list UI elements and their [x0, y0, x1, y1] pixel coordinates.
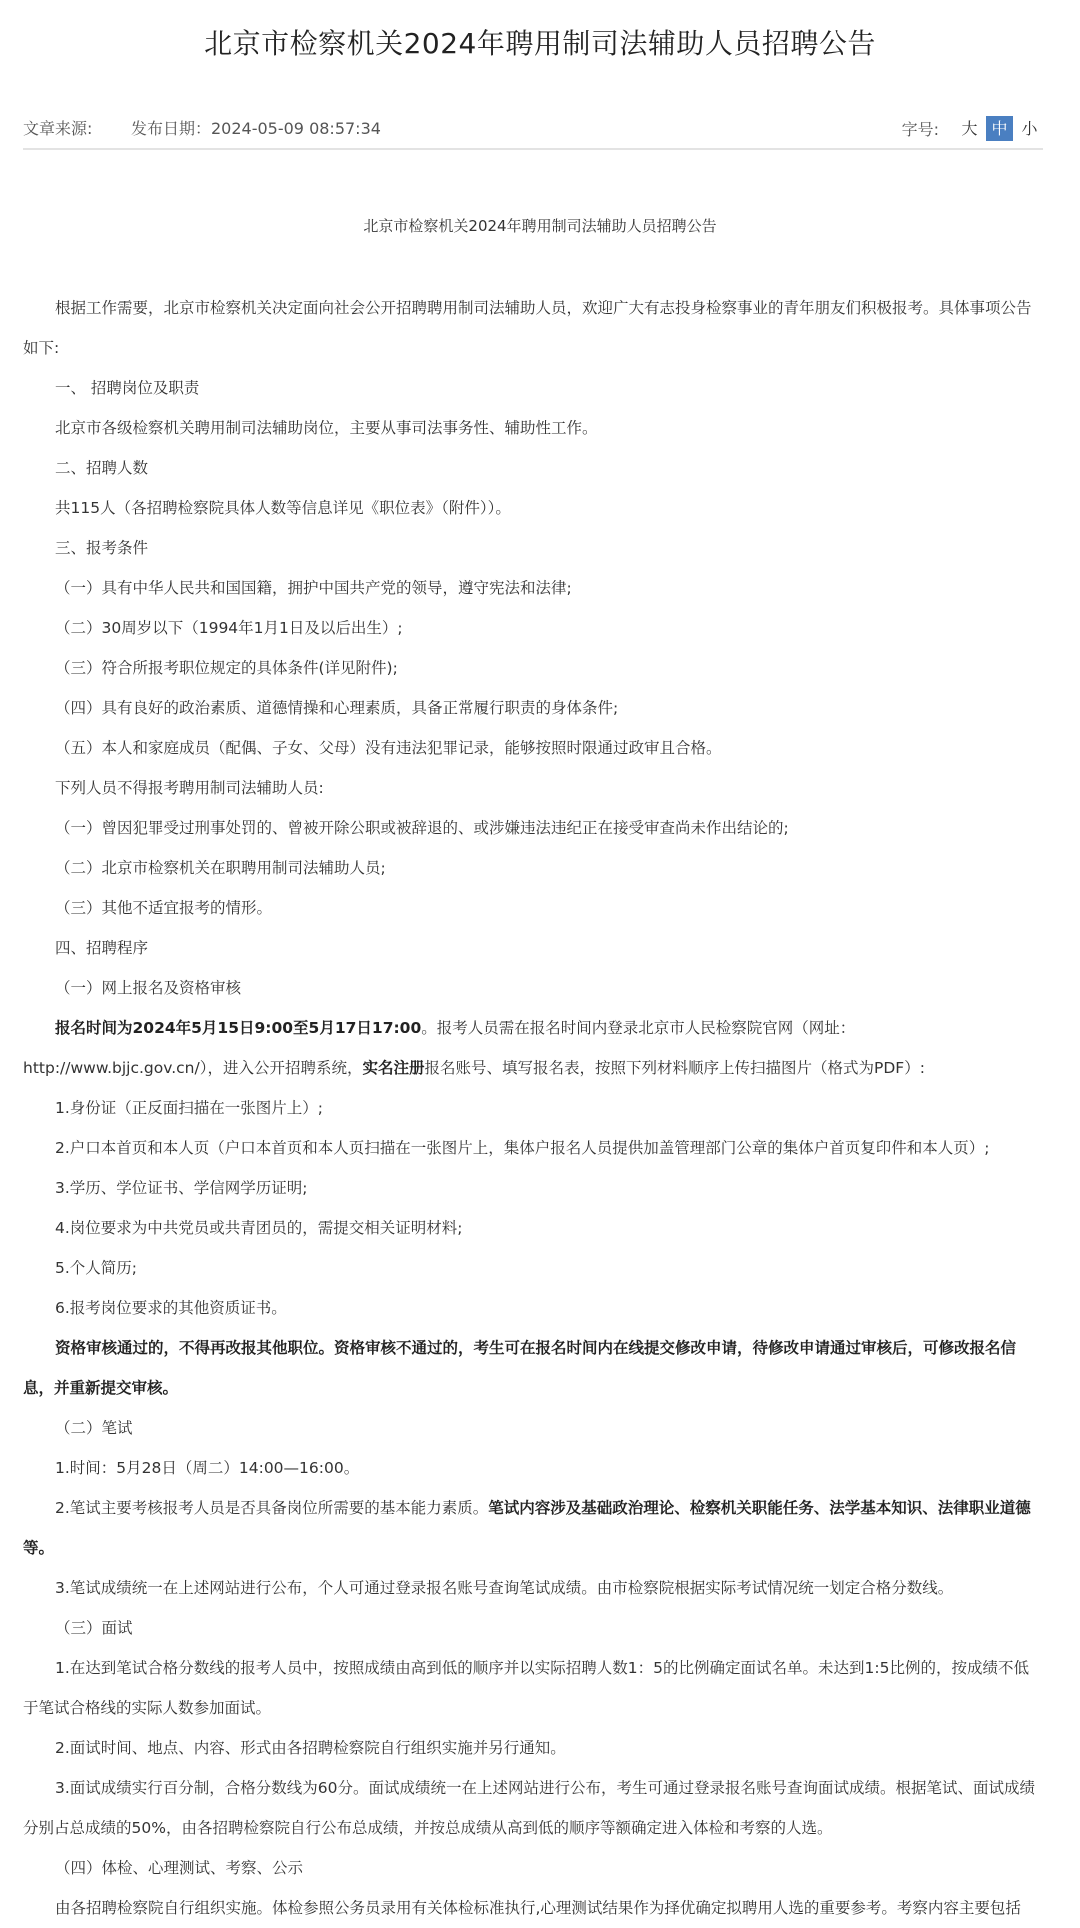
bold-text: 资格审核通过的，不得再改报其他职位。资格审核不通过的，	[55, 1339, 474, 1357]
list-item: 6.报考岗位要求的其他资质证书。	[55, 1299, 287, 1317]
section-heading: 一、 招聘岗位及职责	[55, 379, 200, 397]
subsection-heading: （一）网上报名及资格审核	[55, 979, 242, 997]
article-intro: 根据工作需要，北京市检察机关决定面向社会公开招聘聘用制司法辅助人员，欢迎广大有志投身检察事业的青年朋友们积极报考。具体事项公告如下:	[23, 299, 1032, 357]
article-body	[23, 288, 1043, 1928]
bold-text: 实名注册	[362, 1059, 425, 1077]
text-span: 2.笔试主要考核报考人员是否具备岗位所需要的基本能力素质。	[55, 1499, 489, 1517]
list-item: （三）其他不适宜报考的情形。	[55, 899, 273, 917]
font-size-control	[902, 115, 1043, 141]
list-item: 3.学历、学位证书、学信网学历证明;	[55, 1179, 308, 1197]
paragraph: 2.面试时间、地点、内容、形式由各招聘检察院自行组织实施并另行通知。	[55, 1739, 566, 1757]
article-meta-bar	[23, 112, 1043, 150]
bold-text: 笔试内容涉及基础政治理论、检察机关职能任务、法学基本知识、法律职业道德等。	[23, 1499, 1031, 1557]
bold-text: 待修改申请通过审核后，可修改报名信息，并重新提交审核。	[23, 1339, 1017, 1397]
article-source: 文章来源:	[23, 119, 93, 138]
bold-text: 考生可在报名时间内在线提交修改申请，	[473, 1339, 753, 1357]
official-site-link[interactable]: http://www.bjjc.gov.cn/	[23, 1059, 200, 1077]
font-size-medium-button[interactable]: 中	[986, 116, 1013, 141]
list-item: 2.户口本首页和本人页（户口本首页和本人页扫描在一张图片上，集体户报名人员提供加盖管理部门公章的集体户首页复印件和本人页）;	[55, 1139, 990, 1157]
paragraph	[23, 1488, 1043, 1568]
registration-time: 报名时间为2024年5月15日9:00至5月17日17:00	[55, 1019, 422, 1037]
section-heading: 二、招聘人数	[55, 459, 149, 477]
paragraph: 由各招聘检察院自行组织实施。体检参照公务员录用有关体检标准执行,心理测试结果作为择优确定拟聘用人选的重要参考。考察内容主要包括	[55, 1899, 1021, 1917]
paragraph: 1.时间：5月28日（周二）14:00—16:00。	[55, 1459, 360, 1477]
paragraph: 3.面试成绩实行百分制，合格分数线为60分。面试成绩统一在上述网站进行公布，考生可通过登录报名账号查询面试成绩。根据笔试、面试成绩分别占总成绩的50%，由各招聘检察院自行公布总成绩，并按总成绩从高到低的顺序等额确定进入体检和考察的人选。	[23, 1779, 1036, 1837]
article-title: 北京市检察机关2024年聘用制司法辅助人员招聘公告	[363, 217, 717, 235]
subsection-heading: （三）面试	[55, 1619, 133, 1637]
list-item: （一）具有中华人民共和国国籍，拥护中国共产党的领导，遵守宪法和法律;	[55, 579, 572, 597]
subsection-heading: （二）笔试	[55, 1419, 133, 1437]
text-span: 报名账号、填写报名表，按照下列材料顺序上传扫描图片（格式为PDF）:	[424, 1059, 925, 1077]
review-paragraph	[23, 1328, 1043, 1408]
list-item: 1.身份证（正反面扫描在一张图片上）;	[55, 1099, 324, 1117]
paragraph: 1.在达到笔试合格分数线的报考人员中，按照成绩由高到低的顺序并以实际招聘人数1：5的比例确定面试名单。未达到1:5比例的，按成绩不低于笔试合格线的实际人数参加面试。	[23, 1659, 1029, 1717]
paragraph: 北京市各级检察机关聘用制司法辅助岗位，主要从事司法事务性、辅助性工作。	[55, 419, 598, 437]
section-heading: 四、招聘程序	[55, 939, 149, 957]
paragraph: 3.笔试成绩统一在上述网站进行公布，个人可通过登录报名账号查询笔试成绩。由市检察院根据实际考试情况统一划定合格分数线。	[55, 1579, 954, 1597]
text-span: 。报考人员需在报名时间内登录北京市人民检察院官网（网址：	[421, 1019, 856, 1037]
list-item: 4.岗位要求为中共党员或共青团员的，需提交相关证明材料;	[55, 1219, 463, 1237]
list-item: （一）曾因犯罪受过刑事处罚的、曾被开除公职或被辞退的、或涉嫌违法违纪正在接受审查尚未作出结论的;	[55, 819, 789, 837]
list-item: 5.个人简历;	[55, 1259, 138, 1277]
list-item: （三）符合所报考职位规定的具体条件(详见附件);	[55, 659, 398, 677]
paragraph: 共115人（各招聘检察院具体人数等信息详见《职位表》（附件））。	[55, 499, 511, 517]
list-item: （五）本人和家庭成员（配偶、子女、父母）没有违法犯罪记录，能够按照时限通过政审且合格。	[55, 739, 722, 757]
publish-date: 发布日期：2024-05-09 08:57:34	[131, 119, 381, 138]
list-item: （四）具有良好的政治素质、道德情操和心理素质，具备正常履行职责的身体条件;	[55, 699, 619, 717]
font-size-label: 字号:	[901, 119, 939, 139]
list-item: （二）北京市检察机关在职聘用制司法辅助人员;	[55, 859, 386, 877]
paragraph: 下列人员不得报考聘用制司法辅助人员:	[55, 779, 324, 797]
subsection-heading: （四）体检、心理测试、考察、公示	[55, 1859, 304, 1877]
registration-paragraph	[23, 1008, 1043, 1088]
font-size-small-button[interactable]: 小	[1021, 118, 1038, 138]
page-title: 北京市检察机关2024年聘用制司法辅助人员招聘公告	[204, 27, 876, 60]
font-size-large-button[interactable]: 大	[961, 118, 978, 138]
list-item: （二）30周岁以下（1994年1月1日及以后出生）;	[55, 619, 403, 637]
section-heading: 三、报考条件	[55, 539, 149, 557]
text-span: ），进入公开招聘系统，	[199, 1059, 363, 1077]
